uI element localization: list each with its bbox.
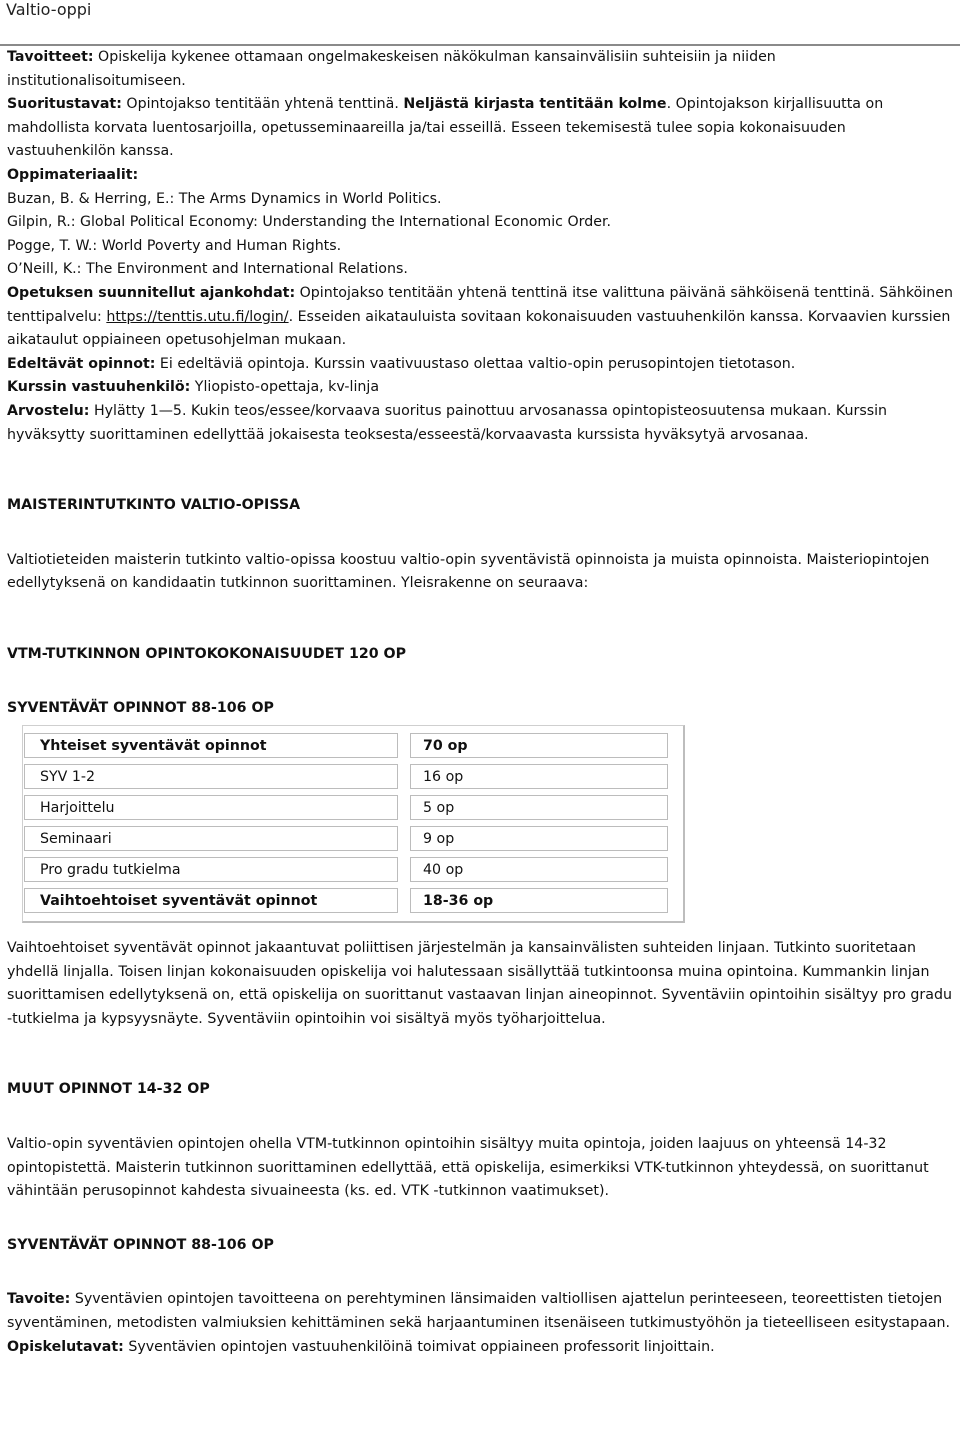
page-header bbox=[0, 0, 960, 46]
credits-table bbox=[22, 725, 685, 923]
responsible-person bbox=[7, 376, 953, 400]
methods-label: Suoritustavat: bbox=[7, 96, 122, 113]
methods-text-1: Opintojakso tentitään yhtenä tenttinä. bbox=[121, 96, 404, 113]
study-methods-label: Opiskelutavat: bbox=[7, 1338, 124, 1355]
goals-text: Opiskelija kykenee ottamaan ongelmakeskeisen näkökulman kansainvälisiin suhteisiin ja niiden institutionalisoitumiseen. bbox=[7, 49, 776, 89]
table-cell-course: SYV 1-2 bbox=[24, 764, 398, 789]
other-description: Valtio-opin syventävien opintojen ohella VTM-tutkinnon opintoihin sisältyy muita opintoja, joiden laajuus on yhteensä 14-32 opintopistettä. Maisterin tutkinnon suorittaminen edellyttää, että opiskelija, esimerkiksi VTK-tutkinnon yhteydessä, on suorittanut vähintään perusopinnot kahdesta sivuaineesta (ks. ed. VTK -tutkinnon vaatimukset). bbox=[7, 1136, 929, 1200]
advanced-description: Vaihtoehtoiset syventävät opinnot jakaantuvat poliittisen järjestelmän ja kansainvälisten suhteiden linjaan. Tutkinto suoritetaan yhdellä linjalla. Toisen linjan kokonaisuuden opiskelija voi halutessaan sisällyttää tutkintoonsa muina opintoina. Kummankin linjan suorittamisen edellytyksenä on, että opiskelija on suorittanut vastaavan linjan aineopinnot. Syventäviin opintoihin sisältyy pro gradu -tutkielma ja kypsyysnäyte. Syventäviin opintoihin voi sisältyä myös työharjoittelua. bbox=[7, 940, 952, 1027]
prerequisites-label: Edeltävät opinnot: bbox=[7, 355, 156, 372]
schedule-paragraph bbox=[7, 282, 953, 353]
goals-label: Tavoitteet: bbox=[7, 49, 94, 65]
page-title: Valtio-oppi bbox=[6, 0, 92, 19]
grading bbox=[7, 400, 953, 447]
table-cell-credits: 16 op bbox=[410, 764, 668, 789]
methods-text-2: . Opintojakson kirjallisuutta on mahdollista korvata luentosarjoilla, opetusseminaareilla ja/tai esseillä. Esseen tekemisestä tulee sopia kokonaisuuden vastuuhenkilön kanssa. bbox=[7, 96, 884, 160]
schedule-label: Opetuksen suunnitellut ajankohdat: bbox=[7, 284, 296, 301]
study-methods bbox=[7, 1336, 953, 1360]
methods-emphasis: Neljästä kirjasta tentitään kolme bbox=[403, 96, 667, 113]
prerequisites-text: Ei edeltäviä opintoja. Kurssin vaativuustaso olettaa valtio-opin perusopintojen tietotason. bbox=[155, 355, 796, 372]
table-row bbox=[24, 792, 668, 823]
table-row bbox=[24, 730, 668, 761]
table-row bbox=[24, 885, 668, 916]
exam-service-link[interactable]: https://tenttis.utu.fi/login/ bbox=[106, 308, 289, 325]
table-cell-course: Harjoittelu bbox=[24, 795, 398, 820]
table-cell-course: Seminaari bbox=[24, 826, 398, 851]
section-heading-advanced-2: SYVENTÄVÄT OPINNOT 88-106 OP bbox=[7, 1236, 274, 1253]
section-heading-masters: MAISTERINTUTKINTO VALTIO-OPISSA bbox=[7, 497, 301, 514]
grading-text: Hylätty 1—5. Kukin teos/essee/korvaava suoritus painottuu arvosanassa opintopisteosuutensa mukaan. Kurssin hyväksytty suorittaminen edellyttää jokaisesta teoksesta/esseestä/korvaavasta kurssista hyväksytyä arvosanaa. bbox=[7, 402, 888, 443]
section-heading-other: MUUT OPINNOT 14-32 OP bbox=[7, 1081, 210, 1098]
grading-label: Arvostelu: bbox=[7, 402, 90, 419]
goal-label: Tavoite: bbox=[7, 1291, 71, 1308]
advanced-goal bbox=[7, 1288, 953, 1335]
book-item: Gilpin, R.: Global Political Economy: Understanding the International Economic Order. bbox=[7, 214, 612, 231]
goal-text: Syventävien opintojen tavoitteena on perehtyminen länsimaiden valtiollisen ajattelun perinteeseen, teoreettisten tietojen syventäminen, metodisten valmiuksien kehittäminen sekä harjaantuminen itsenäiseen tutkimustyöhön ja tieteelliseen esitystapaan. bbox=[7, 1291, 951, 1331]
masters-intro: Valtiotieteiden maisterin tutkinto valtio-opissa koostuu valtio-opin syventävistä opinnoista ja muista opinnoista. Maisteriopintojen edellytyksenä on kandidaatin tutkinnon suorittaminen. Yleisrakenne on seuraava: bbox=[7, 551, 930, 592]
section-heading-vtm: VTM-TUTKINNON OPINTOKOKONAISUUDET 120 OP bbox=[7, 645, 407, 662]
course-goals bbox=[7, 46, 953, 93]
prerequisites bbox=[7, 353, 953, 377]
table-cell-course: Pro gradu tutkielma bbox=[24, 857, 398, 882]
table-cell-course: Vaihtoehtoiset syventävät opinnot bbox=[24, 888, 398, 913]
schedule-text-2: . Esseiden aikatauluista sovitaan kokonaisuuden vastuuhenkilön kanssa. Korvaavien kurssien aikataulut oppiaineen opetusohjelman mukaan. bbox=[7, 308, 951, 349]
book-item: Buzan, B. & Herring, E.: The Arms Dynamics in World Politics. bbox=[7, 190, 442, 207]
table-cell-credits: 18-36 op bbox=[410, 888, 668, 913]
responsible-label: Kurssin vastuuhenkilö: bbox=[7, 379, 191, 396]
table-row bbox=[24, 823, 668, 854]
section-heading-advanced: SYVENTÄVÄT OPINNOT 88-106 OP bbox=[7, 700, 274, 717]
table-cell-course: Yhteiset syventävät opinnot bbox=[24, 733, 398, 758]
table-cell-credits: 70 op bbox=[410, 733, 668, 758]
document-body bbox=[7, 46, 953, 1359]
table-cell-credits: 40 op bbox=[410, 857, 668, 882]
schedule-text-1: Opintojakso tentitään yhtenä tenttinä itse valittuna päivänä sähköisenä tenttinä. Sähköinen tenttipalvelu: bbox=[7, 284, 953, 325]
table-row bbox=[24, 761, 668, 792]
course-methods bbox=[7, 93, 953, 164]
book-item: Pogge, T. W.: World Poverty and Human Rights. bbox=[7, 237, 342, 254]
book-item: O’Neill, K.: The Environment and International Relations. bbox=[7, 261, 408, 278]
table-cell-credits: 9 op bbox=[410, 826, 668, 851]
table-row bbox=[24, 854, 668, 885]
materials-label: Oppimateriaalit: bbox=[7, 166, 139, 183]
table-cell-credits: 5 op bbox=[410, 795, 668, 820]
study-methods-text: Syventävien opintojen vastuuhenkilöinä toimivat oppiaineen professorit linjoittain. bbox=[123, 1338, 715, 1355]
responsible-text: Yliopisto-opettaja, kv-linja bbox=[190, 379, 380, 396]
